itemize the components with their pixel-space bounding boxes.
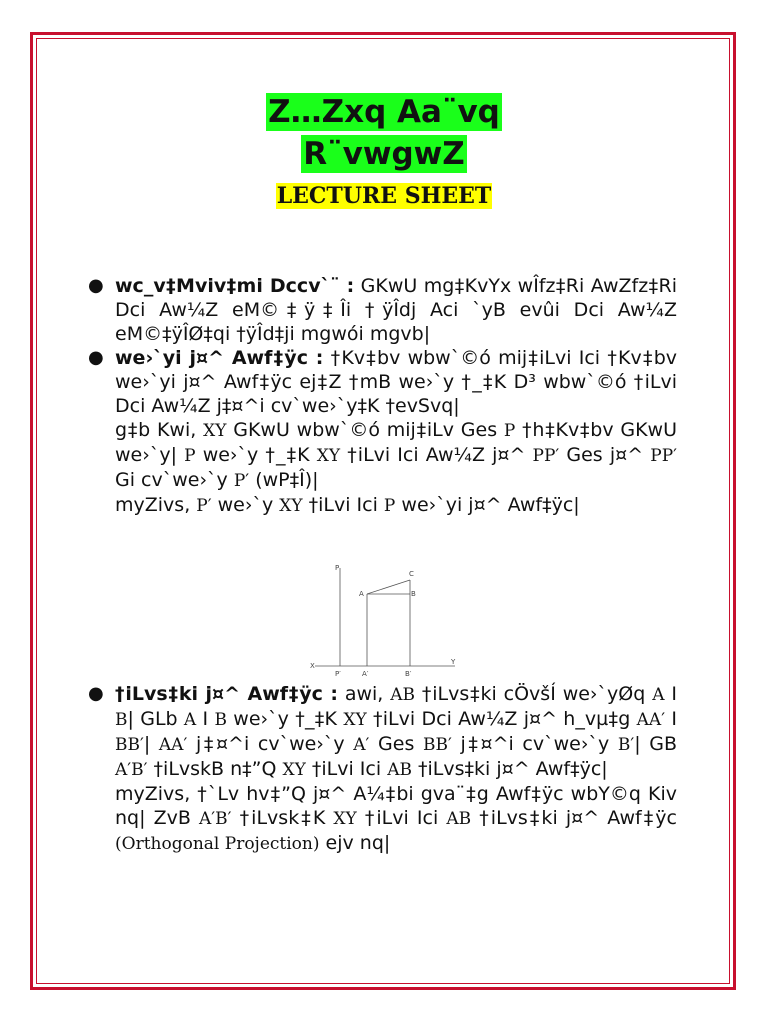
symbol-ab-prime: A′B′ [115, 760, 148, 780]
title-line-1: Z…Zxq Aa¨vq [268, 94, 500, 130]
text-fragment: I [665, 708, 677, 730]
symbol-xy: XY [316, 446, 341, 466]
symbol-p: P [503, 421, 516, 441]
section-segment-projection [88, 682, 677, 782]
text-fragment: †iLvi Ici [356, 807, 447, 829]
label-x: X [310, 662, 315, 670]
term-pythagoras: wc_v‡Mviv‡mi Dccv`¨ : [115, 275, 355, 297]
text-fragment: I [664, 683, 677, 705]
content-bottom [88, 682, 677, 856]
symbol-ab: AB [390, 685, 416, 705]
text-fragment: we›`y †_‡K [226, 708, 344, 730]
orthogonal-projection-term: (Orthogonal Projection) [115, 834, 320, 854]
symbol-xy: XY [203, 421, 227, 441]
symbol-ab-prime: A′B′ [199, 809, 232, 829]
label-a-prime: A′ [362, 670, 369, 678]
symbol-xy: XY [343, 710, 367, 730]
text-fragment: Gi cv`we›`y [115, 469, 234, 491]
symbol-a: A [183, 710, 197, 730]
symbol-xy: XY [282, 760, 306, 780]
symbol-ab: AB [446, 809, 472, 829]
text-fragment: Ges j¤^ [559, 444, 651, 466]
symbol-p-prime: P′ [233, 471, 250, 491]
section-point-projection [88, 346, 677, 418]
text-fragment: GKwU wbw`©ó mij‡iLv Ges [226, 419, 504, 441]
text-fragment: j‡¤^i cv`we›`y [187, 733, 354, 755]
text-fragment: †iLvi Ici [305, 758, 388, 780]
text-fragment: | [143, 733, 159, 755]
projection-diagram [305, 562, 465, 682]
text-fragment: †iLvs‡ki j¤^ Awf‡ÿc [471, 807, 677, 829]
text-fragment: we›`yi j¤^ Awf‡ÿc| [395, 494, 580, 516]
title-line-2: R¨vwgwZ [303, 136, 465, 172]
text-fragment: myZivs, [115, 494, 197, 516]
label-c: C [409, 570, 414, 578]
text-fragment: we›`y [211, 494, 280, 516]
segment-projection-conclusion [115, 782, 677, 856]
text-fragment: †iLvsk‡K [231, 807, 334, 829]
text-fragment: | GLb [127, 708, 184, 730]
term-point-projection: we›`yi j¤^ Awf‡ÿc : [115, 347, 324, 369]
symbol-p-prime: P′ [196, 496, 212, 516]
title-block [0, 93, 768, 209]
label-y: Y [451, 658, 456, 666]
text-fragment: we›`y †_‡K [195, 444, 317, 466]
text-fragment: †iLvi Ici [302, 494, 384, 516]
text-fragment: †iLvi Dci Aw¼Z j¤^ h_vµ‡g [366, 708, 637, 730]
text-fragment: †iLvskB n‡”Q [147, 758, 283, 780]
text-pythagoras: GKwU mg‡KvYx wÎfz‡Ri AwZfz‡Ri Dci Aw¼Z eM©‡ÿ‡Îi †ÿÎdj Aci `yB evûi Dci Aw¼Z eM©‡ÿÎØ‡qi †ÿÎd‡ji mgwói mgvb| [115, 275, 677, 345]
symbol-p: P [383, 496, 396, 516]
symbol-p: P [184, 446, 196, 466]
label-p-prime: P′ [335, 670, 341, 678]
text-fragment: myZivs, †`Lv hv‡”Q j¤^ A¼‡bi gva¨‡g Awf‡ÿc wbY©q Kiv nq| ZvB [115, 783, 677, 829]
symbol-bb-prime: BB′ [115, 735, 144, 755]
symbol-xy: XY [333, 809, 357, 829]
label-b-prime: B′ [405, 670, 412, 678]
text-fragment: (wP‡Î)| [249, 469, 319, 491]
subtitle-lecture-sheet: LECTURE SHEET [276, 183, 492, 209]
symbol-a-prime: A′ [353, 735, 370, 755]
text-point-projection-def: †Kv‡bv wbw`©ó mij‡iLvi Ici †Kv‡bv we›`yi j¤^ Awf‡ÿc ej‡Z †mB we›`y †_‡K D³ wbw`©ó †iLvi Dci Aw¼Z j‡¤^i cv`we›`y‡K †evSvq| [115, 347, 677, 417]
symbol-b: B [214, 710, 227, 730]
label-b: B [411, 590, 416, 598]
symbol-aa-prime: AA′ [636, 710, 666, 730]
bullet-icon: ● [88, 275, 104, 296]
symbol-bb-prime: BB′ [423, 735, 452, 755]
symbol-pp-prime: PP′ [650, 446, 677, 466]
text-fragment: Ges [369, 733, 424, 755]
text-fragment: †h‡Kv‡bv GKwU we›`y| [115, 419, 678, 466]
symbol-xy: XY [279, 496, 303, 516]
symbol-b: B [115, 710, 128, 730]
text-fragment: | GB [634, 733, 677, 755]
text-fragment: j‡¤^i cv`we›`y [451, 733, 618, 755]
point-projection-example [115, 418, 677, 493]
term-segment-projection: †iLvs‡ki j¤^ Awf‡ÿc : [115, 683, 338, 705]
symbol-b-prime: B′ [617, 735, 635, 755]
text-fragment: ejv nq| [319, 832, 391, 854]
point-projection-conclusion [115, 493, 677, 518]
bullet-icon: ● [88, 683, 104, 704]
segment-ac [367, 580, 410, 594]
symbol-ab: AB [387, 760, 412, 780]
content-top [88, 274, 678, 518]
text-fragment: awi, [337, 683, 391, 705]
text-fragment: I [196, 708, 215, 730]
symbol-pp-prime: PP′ [532, 446, 560, 466]
symbol-a: A [652, 685, 665, 705]
label-a: A [359, 590, 364, 598]
text-fragment: †iLvs‡ki j¤^ Awf‡ÿc| [411, 758, 608, 780]
text-fragment: †iLvs‡ki cÖvšÍ we›`yØq [415, 683, 653, 705]
bullet-icon: ● [88, 347, 104, 368]
section-pythagoras [88, 274, 677, 346]
symbol-aa-prime: AA′ [158, 735, 188, 755]
text-fragment: g‡b Kwi, [115, 419, 204, 441]
text-fragment: †iLvi Ici Aw¼Z j¤^ [340, 444, 533, 466]
label-p: P [335, 564, 340, 572]
